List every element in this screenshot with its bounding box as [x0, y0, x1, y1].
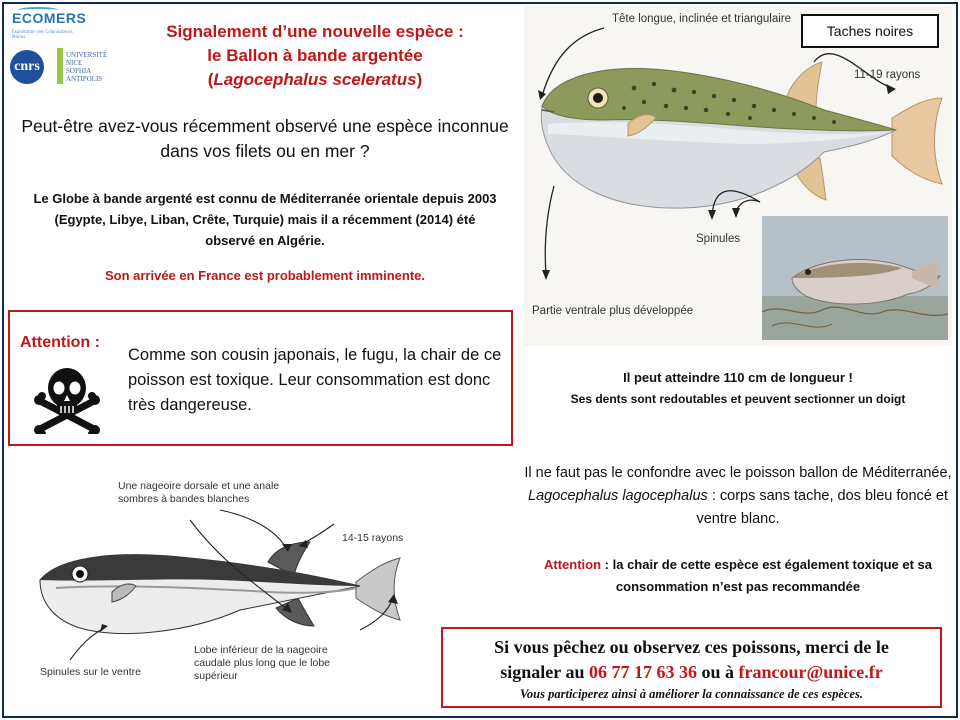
ventral-label: Partie ventrale plus développée: [532, 305, 694, 317]
title-latin-name: Lagocephalus sceleratus: [213, 70, 417, 89]
contact-box: [441, 627, 942, 708]
attention-box: [8, 310, 513, 446]
title-line-2: le Ballon à bande argentée: [207, 46, 423, 65]
spots-label: Taches noires: [801, 14, 939, 48]
contact-line-1: Si vous pêchez ou observez ces poissons, merci de le: [494, 637, 889, 657]
contact-email-link[interactable]: francour@unice.fr: [738, 662, 883, 682]
intro-text: Le Globe à bande argenté est connu de Méditerranée orientale depuis 2003 (Egypte, Libye, Liban, Crête, Turquie) mais il a récemment (2014) été observé en Algérie.: [33, 191, 497, 248]
university-logo-text: UNIVERSITÉ NICE SOPHIA ANTIPOLIS: [66, 51, 108, 83]
cnrs-logo: cnrs: [10, 50, 44, 84]
rays-label-top: 11-19 rayons: [854, 69, 921, 81]
ecomers-logo-subtitle: Exploitation des Colonisateurs Marins: [12, 29, 73, 39]
attention-2-text: Attention : la chair de cette espèce est également toxique et sa consommation n’est pas recommandée: [544, 557, 932, 594]
rays-label-bottom: 14-15 rayons: [342, 532, 404, 544]
title-line-3: (Lagocephalus sceleratus): [207, 70, 423, 89]
page-title: [120, 20, 510, 92]
ecomers-logo: [8, 7, 86, 41]
title-line-1: Signalement d’une nouvelle espèce :: [166, 22, 464, 41]
fish-photo: [762, 216, 948, 340]
spinules-label: Spinules: [696, 233, 741, 245]
attention-2-label: Attention: [544, 557, 602, 572]
max-length-text: Il peut atteindre 110 cm de longueur !: [623, 370, 853, 385]
spinules-belly-label: Spinules sur le ventre: [40, 666, 141, 678]
attention-text: Comme son cousin japonais, le fugu, la chair de ce poisson est toxique. Leur consommation est donc très dangereuse.: [128, 346, 502, 414]
teeth-warning-text: Ses dents sont redoutables et peuvent sectionner un doigt: [570, 392, 906, 406]
contact-phone[interactable]: 06 77 17 63 36: [588, 662, 697, 682]
skull-crossbones-icon: [32, 364, 102, 434]
university-logo-bar: [57, 48, 63, 84]
fins-label: Une nageoire dorsale et une anale sombres à bandes blanches: [118, 480, 280, 505]
ecomers-logo-text: ECOMERS: [12, 10, 87, 26]
contact-line-2: signaler au 06 77 17 63 36 ou à francour@unice.fr: [500, 662, 883, 682]
confusion-text: Il ne faut pas le confondre avec le poisson ballon de Méditerranée, Lagocephalus lagocephalus : corps sans tache, dos bleu foncé et ventre blanc.: [524, 465, 952, 527]
attention-label: Attention :: [20, 334, 100, 351]
fish-photo-image: [762, 216, 948, 340]
arrival-warning: Son arrivée en France est probablement imminente.: [104, 268, 426, 283]
question-text: Peut-être avez-vous récemment observé une espèce inconnue dans vos filets ou en mer ?: [21, 116, 509, 161]
lobe-label: Lobe inférieur de la nageoire caudale plus long que le lobe supérieur: [194, 644, 331, 682]
contact-line-3: Vous participerez ainsi à améliorer la connaissance de ces espèces.: [519, 687, 864, 701]
head-label: Tête longue, inclinée et triangulaire: [612, 13, 792, 25]
university-logo: [57, 48, 109, 88]
confusion-latin-name: Lagocephalus lagocephalus: [528, 488, 708, 504]
